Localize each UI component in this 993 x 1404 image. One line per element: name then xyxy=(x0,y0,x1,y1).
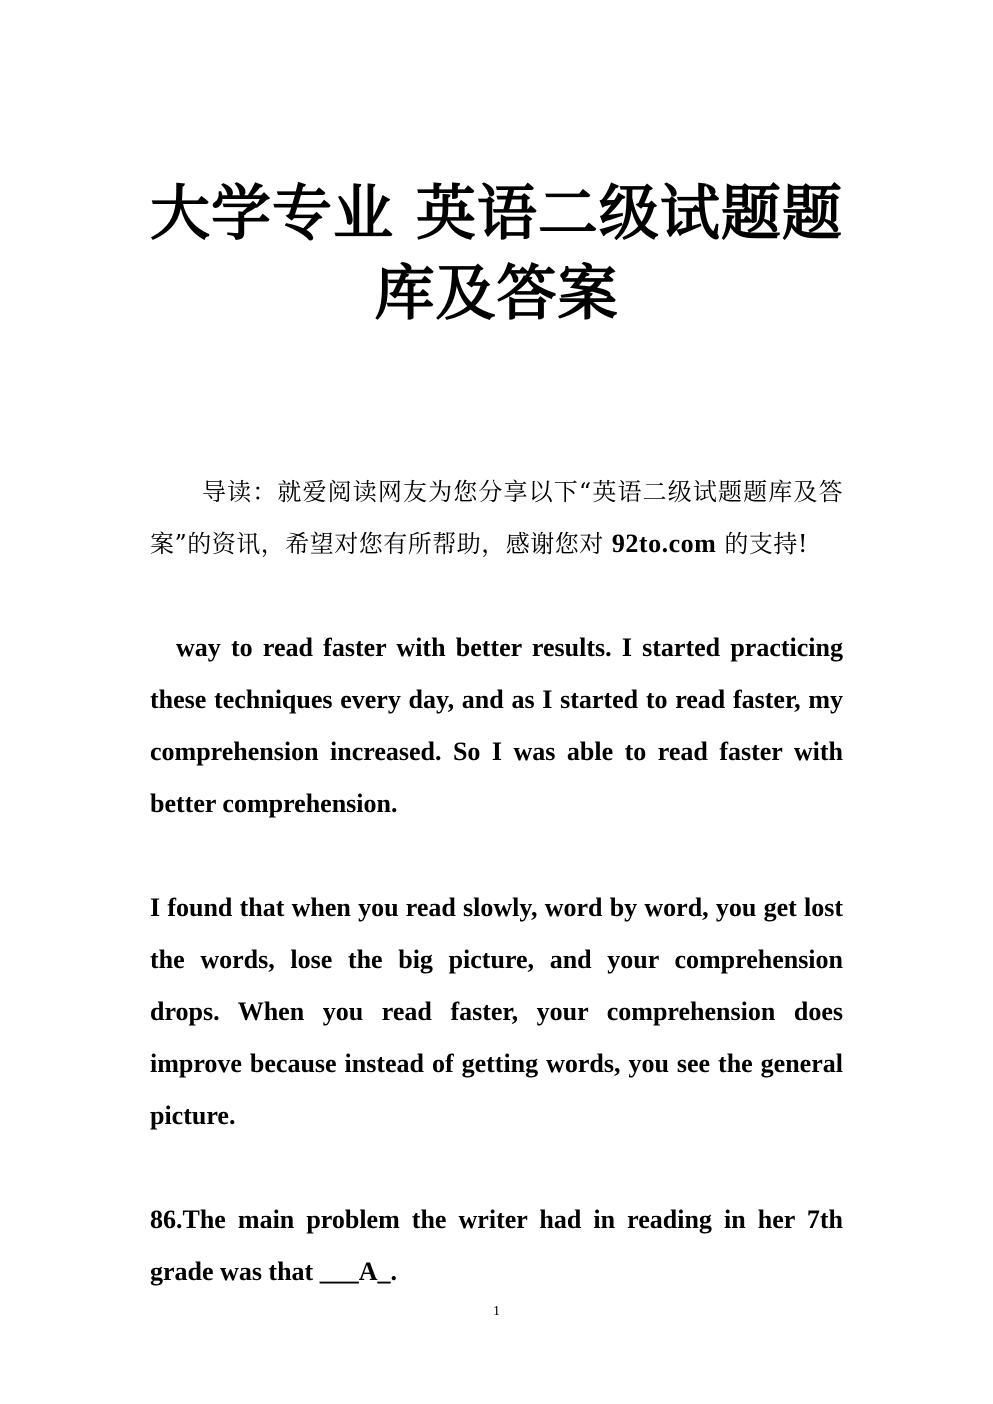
document-title: 大学专业 英语二级试题题库及答案 xyxy=(150,179,843,329)
question-text: 86.The main problem the writer had in reading in her 7th grade was that xyxy=(150,1205,843,1286)
question-86 xyxy=(150,1194,843,1298)
answer-blank-after: _ xyxy=(377,1257,391,1286)
intro-site-name: 92to.com xyxy=(611,529,717,558)
intro-text-part2: 的支持! xyxy=(716,530,809,558)
body-paragraph-1: way to read faster with better results. I started practicing these techniques every day, and as I started to read faster, my comprehension increased. So I was able to read faster with better comprehension. xyxy=(150,633,843,818)
question-end: . xyxy=(390,1257,397,1286)
answer-letter: A xyxy=(358,1257,378,1286)
intro-paragraph xyxy=(150,466,843,570)
answer-blank-before: ___ xyxy=(319,1257,359,1286)
intro-text-part1: 导读：就爱阅读网友为您分享以下“英语二级试题题库及答案”的资讯，希望对您有所帮助，感谢您对 xyxy=(150,478,843,558)
page-number: 1 xyxy=(493,1304,500,1319)
body-paragraph-2: I found that when you read slowly, word by word, you get lost the words, lose the big picture, and your comprehension drops. When you read faster, your comprehension does improve because instead of getting words, you see the general picture. xyxy=(150,893,843,1130)
